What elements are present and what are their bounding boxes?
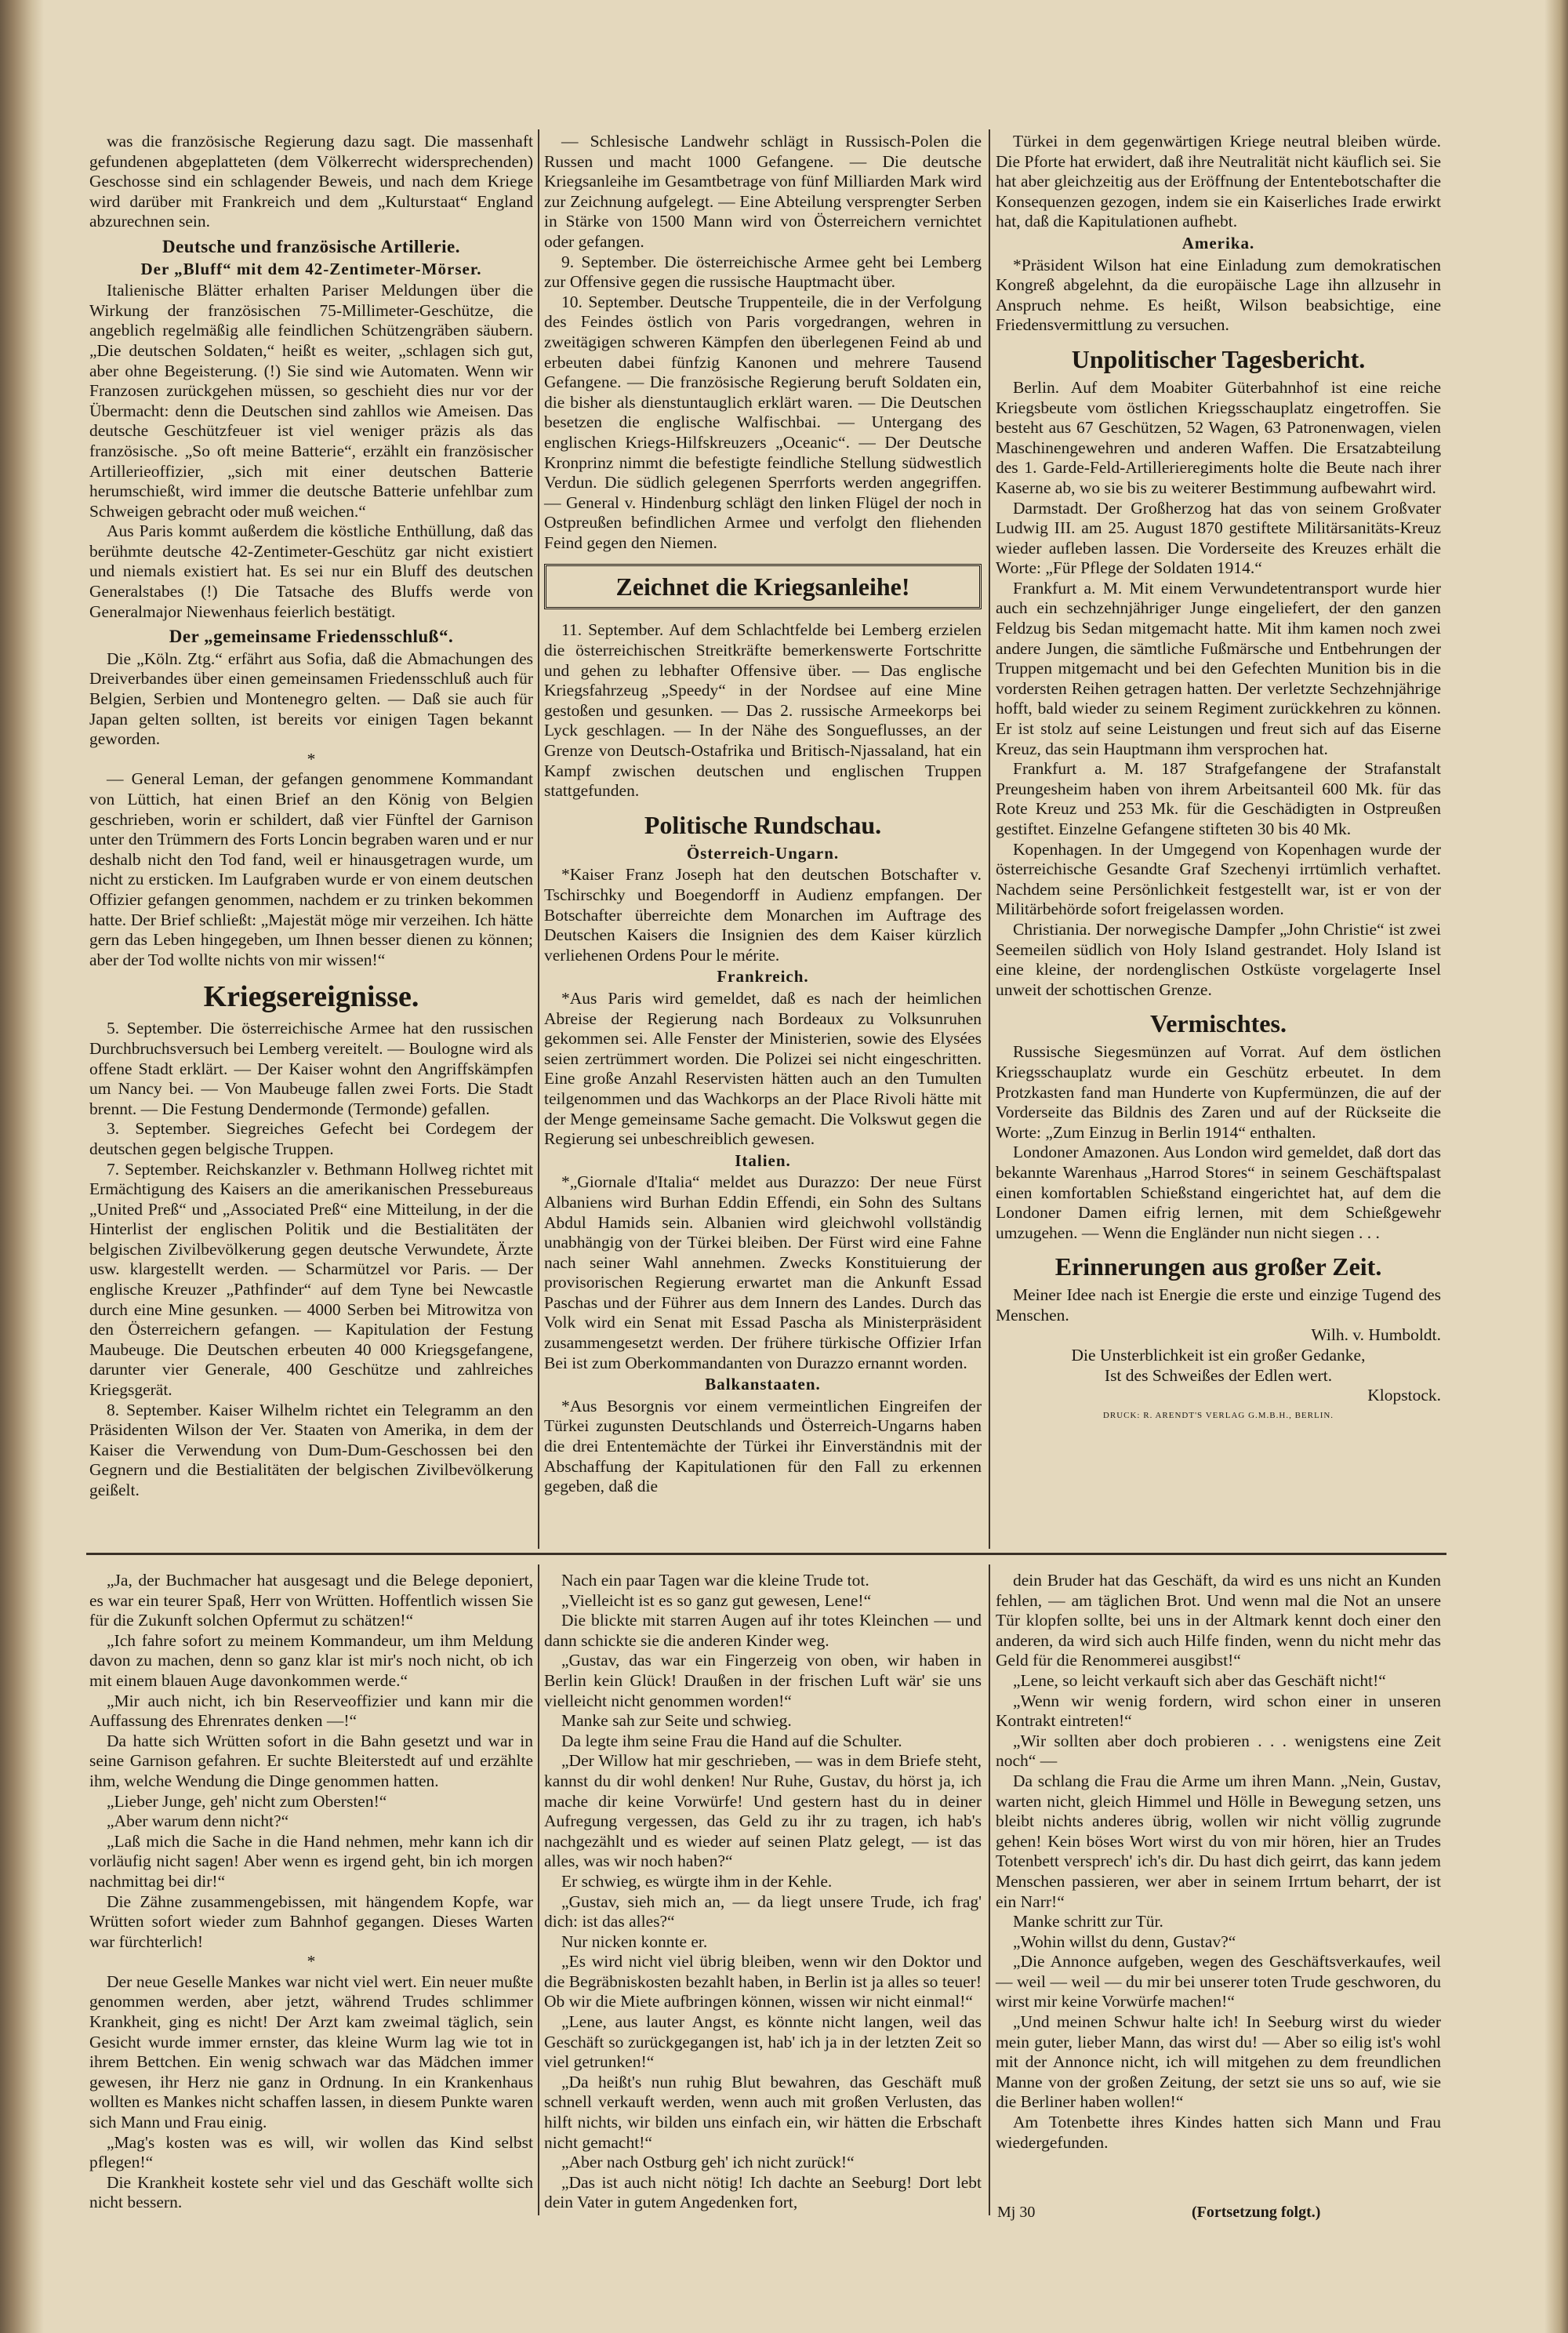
- paragraph: „Vielleicht ist es so ganz gut gewesen, Lene!“: [561, 1590, 872, 1610]
- paragraph: dein Bruder hat das Geschäft, da wird es uns nicht an Kunden fehlen, — am täglichen Brot. Und wenn mal die Not an unsere Tür klopfen sollte, bei uns in der Altmark kennt doch einer den anderen, da wird sich auch Hilfe finden, wenn du nicht mehr das Geld für die Renommerei ausgibst!“: [996, 1571, 1441, 1670]
- paragraph: Am Totenbette ihres Kindes hatten sich Mann und Frau wiedergefunden.: [996, 2113, 1441, 2152]
- section-headline: Unpolitischer Tagesbericht.: [1071, 344, 1366, 373]
- paragraph: Die blickte mit starren Augen auf ihr totes Kleinchen — und dann schickte sie die anderen Kinder weg.: [544, 1611, 982, 1650]
- paragraph: Nur nicken konnte er.: [561, 1931, 708, 1951]
- section-headline: Erinnerungen aus großer Zeit.: [1054, 1252, 1382, 1281]
- page-edge-right: [1544, 0, 1568, 2333]
- section-headline: Politische Rundschau.: [644, 810, 882, 839]
- subheading: Balkanstaaten.: [705, 1375, 821, 1394]
- paragraph: Darmstadt. Der Großherzog hat das von seinem Großvater Ludwig III. am 25. August 1870 gestiftete Militärsanitäts-Kreuz wieder aufleben lassen. Die Vorderseite des Kreuzes erhält die Worte: „Für Pflege der Soldaten 1914.“: [996, 498, 1441, 578]
- section-headline: Kriegsereignisse.: [203, 980, 419, 1014]
- serial-column-2: [544, 1571, 982, 2213]
- paragraph: Er schwieg, es würgte ihm in der Kehle.: [561, 1871, 833, 1891]
- paragraph: „Die Annonce aufgeben, wegen des Geschäftsverkaufes, weil — weil — weil — du mir bei unserer toten Trude geschworen, du wirst mir keine Vorwürfe machen!“: [996, 1952, 1441, 2011]
- paragraph: Frankfurt a. M. 187 Strafgefangene der Strafanstalt Preungesheim haben von ihrem Arbeitsanteil 600 Mk. für das Rote Kreuz und 253 Mk. für die Geschädigten in Ostpreußen gestiftet. Einzelne Gefangene stifteten 30 bis 40 Mk.: [996, 759, 1441, 838]
- paragraph: „Das ist auch nicht nötig! Ich dachte an Seeburg! Dort lebt dein Vater in gutem Angedenken fort,: [544, 2172, 982, 2212]
- paragraph: „Lene, so leicht verkauft sich aber das Geschäft nicht!“: [1013, 1670, 1386, 1690]
- paragraph: Christiania. Der norwegische Dampfer „John Christie“ ist zwei Seemeilen südlich von Holy Island gestrandet. Holy Island ist eine kleine, der nordenglischen Ostküste vorgelagerte Insel unweit der schottischen Grenze.: [996, 919, 1441, 999]
- subheading: Österreich-Ungarn.: [686, 843, 840, 863]
- subheading: Frankreich.: [717, 967, 809, 987]
- verse-line: Die Unsterblichkeit ist ein großer Gedanke,: [1071, 1346, 1366, 1365]
- paragraph: Meiner Idee nach ist Energie die erste und einzige Tugend des Menschen.: [996, 1285, 1441, 1325]
- paragraph: Manke sah zur Seite und schwieg.: [561, 1711, 792, 1731]
- paragraph: — Schlesische Landwehr schlägt in Russisch-Polen die Russen und macht 1000 Gefangene. — Die deutsche Kriegsanleihe im Gesamtbetrage von fünf Milliarden Mark wird zur Zeichnung aufgelegt. — Eine Abteilung versprengter Serben in Stärke von 1500 Mann wird von Österreichern vernichtet oder gefangen.: [544, 132, 982, 251]
- paragraph: Italienische Blätter erhalten Pariser Meldungen über die Wirkung der französischen 75-Millimeter-Geschütze, die angeblich regelmäßig alle feindlichen Schützengräben säubern. „Die deutschen Soldaten,“ heißt es weiter, „schlagen sich gut, aber ohne Begeisterung. (!) Sie sind wie Automaten. Wenn wir Franzosen zurückgehen müssen, so geschieht dies nur vor der Übermacht: denn die Deutschen sind zahllos wie Ameisen. Das deutsche Geschützfeuer ist viel weniger präzis als das französische. „So oft meine Batterie“, erzählt ein französischer Artillerieoffizier, „sich mit einer deutschen Batterie herumschießt, wird immer die deutsche Batterie unfehlbar zum Schweigen gebracht oder muß weichen.“: [89, 281, 533, 521]
- paragraph: Da legte ihm seine Frau die Hand auf die Schulter.: [561, 1731, 902, 1750]
- separator-asterisk: *: [307, 749, 316, 769]
- paragraph: „Laß mich die Sache in die Hand nehmen, mehr kann ich dir vorläufig nicht sagen! Aber wenn es irgend geht, bin ich morgen nachmittag bei dir!“: [89, 1831, 533, 1891]
- paragraph: „Lene, aus lauter Angst, es könnte nicht langen, weil das Geschäft so zurückgegangen ist, hab' ich ja in der letzten Zeit so viel getrunken!“: [544, 2012, 982, 2072]
- paragraph: *Kaiser Franz Joseph hat den deutschen Botschafter v. Tschirschky und Boegendorff in Audienz empfangen. Der Botschafter überreichte dem Monarchen im Auftrage des Deutschen Kaisers die Insignien des dem Kaiser kürzlich verliehenen Ordens Pour le mérite.: [544, 865, 982, 965]
- subheading: Italien.: [735, 1150, 791, 1170]
- paragraph: Da schlang die Frau die Arme um ihren Mann. „Nein, Gustav, warten nicht, gleich Himmel und Hölle in Bewegung setzen, uns bleibt nichts anderes übrig, wollen wir nicht völlig zugrunde gehen! Kein böses Wort wirst du von mir hören, hier an Trudes Totenbett versprech' ich's dir. Du hast dich geirrt, das kann jedem Menschen passieren, wer aber in seinem Irrtum beharrt, der ist ein Narr!“: [996, 1771, 1441, 1911]
- paragraph: Die „Köln. Ztg.“ erfährt aus Sofia, daß die Abmachungen des Dreiverbandes über einen gemeinsamen Friedensschluß auch für Belgien, Serbien und Montenegro gelten. — Daß sie auch für Japan gelten sollten, ist bereits vor einigen Tagen bekannt geworden.: [89, 649, 533, 749]
- column-rule: [989, 1564, 990, 2215]
- paragraph: Die Krankheit kostete sehr viel und das Geschäft wollte sich nicht bessern.: [89, 2172, 533, 2212]
- page-fold-left: [0, 0, 44, 2333]
- page-marker: Mj 30: [997, 2204, 1036, 2221]
- paragraph: „Aber warum denn nicht?“: [107, 1812, 289, 1831]
- paragraph: „Da heißt's nun ruhig Blut bewahren, das Geschäft muß schnell verkauft werden, wenn auch mit großen Verlusten, das hilft nichts, wir bilden uns einfach ein, wir hätten die Erbschaft nicht gemacht!“: [544, 2072, 982, 2152]
- paragraph: Frankfurt a. M. Mit einem Verwundetentransport wurde hier auch ein sechzehnjähriger Junge eingeliefert, der den ganzen Feldzug bis Sedan mitgemacht hatte. Mit ihm kamen noch zwei andere Jungen, die sämtliche Fußmärsche und Entbehrungen der Truppen mitgemacht und bei den Gefechten Munition bis in die vordersten Reihen getragen hatten. Der verletzte Sechzehnjährige hofft, bald wieder zu seinem Regiment zurückkehren zu können. Er ist stolz auf seine Leistungen und freut sich auf das Eiserne Kreuz, das sein Hauptmann ihm versprochen hat.: [996, 578, 1441, 758]
- paragraph: 7. September. Reichskanzler v. Bethmann Hollweg richtet mit Ermächtigung des Kaisers an die amerikanischen Pressebureaus „United Preß“ und „Associated Preß“ eine Mitteilung, in der die Hinterlist der englischen Politik und die Bestialitäten der belgischen Zivilbevölkerung gegen deutsche Verwundete, Ärzte usw. klargestellt werden. — Scharmützel vor Paris. — Der englische Kreuzer „Pathfinder“ auf dem Tyne bei Newcastle durch eine Mine gesunken. — 4000 Serben bei Mitrowitza von den Österreichern gefangen. — Kapitulation der Festung Maubeuge. Die Deutschen erbeuten 40 000 Kriegsgefangene, darunter vier Generale, 400 Geschütze und zahlreiches Kriegsgerät.: [89, 1159, 533, 1400]
- column-rule: [538, 1564, 539, 2215]
- paragraph: 3. September. Siegreiches Gefecht bei Cordegem der deutschen gegen belgische Truppen.: [89, 1119, 533, 1158]
- paragraph: Kopenhagen. In der Umgegend von Kopenhagen wurde der österreichische Gesandte Graf Szechenyi irrtümlich verhaftet. Nachdem seine Persönlichkeit festgestellt war, ist er von der Militärbehörde sofort freigelassen worden.: [996, 839, 1441, 919]
- paragraph: Manke schritt zur Tür.: [1013, 1912, 1163, 1931]
- paragraph: *Aus Paris wird gemeldet, daß es nach der heimlichen Abreise der Regierung nach Bordeaux zu Volksunruhen gekommen sei. Alle Fenster der Ministerien, sowie des Elysées seien zertrümmert worden. Die Polizei sei nicht eingeschritten. Eine große Anzahl Reservisten hätten auch an den Tumulten teilgenommen und das Wachkorps an der Place Rivoli hätte mit der Menge gemeinsame Sache gemacht. Die Volkswut gegen die Regierung sei unbeschreiblich gewesen.: [544, 988, 982, 1149]
- paragraph: „Gustav, das war ein Fingerzeig von oben, wir haben in Berlin kein Glück! Draußen in der frischen Luft wär' sie uns vielleicht nicht genommen worden!“: [544, 1651, 982, 1710]
- verse-line: Ist des Schweißes der Edlen wert.: [1104, 1365, 1333, 1385]
- paragraph: „Und meinen Schwur halte ich! In Seeburg wirst du wieder mein guter, lieber Mann, das wirst du! — Aber so eilig ist's wohl mit der Annonce nicht, ich will mitgehen zu dem freundlichen Manne von der großen Zeitung, der setzt sie uns so auf, wie sie die Berliner haben wollen!“: [996, 2012, 1441, 2112]
- paragraph: „Lieber Junge, geh' nicht zum Obersten!“: [107, 1791, 387, 1811]
- attribution: Klopstock.: [1367, 1386, 1441, 1405]
- paragraph: Türkei in dem gegenwärtigen Kriege neutral bleiben würde. Die Pforte hat erwidert, daß ihre Neutralität nicht käuflich sei. Sie hat aber gleichzeitig aus der Eröffnung der Ententebotschafter die Konsequenzen gezogen, indem sie ein Kaiserliches Irade erwirkt hat, daß die Kapitulationen aufhebt.: [996, 132, 1441, 231]
- subheading: Amerika.: [1181, 233, 1255, 253]
- section-divider: [86, 1553, 1446, 1555]
- column-rule: [538, 129, 539, 1549]
- serial-column-3: [996, 1571, 1441, 2153]
- boxed-slogan: Zeichnet die Kriegsanleihe!: [544, 564, 982, 609]
- paragraph: *„Giornale d'Italia“ meldet aus Durazzo: Der neue Fürst Albaniens wird Burhan Eddin Effendi, ein Sohn des Sultans Abdul Hamids sein. Albanien wird gleichwohl vollständig unabhängig von der Türkei bleiben. Der Fürst wird eine Fahne nach seiner Wahl annehmen. Zwecks Konstituierung der provisorischen Regierung erwartet man die Ankunft Essad Paschas und der Führer aus dem Innern des Landes. Durch das Volk wird ein Senat mit Essad Pascha als Ministerpräsident zusammengesetzt werden. Der frühere türkische Offizier Irfan Bei ist zum Oberkommandanten von Durazzo ernannt worden.: [544, 1172, 982, 1372]
- paragraph: Russische Siegesmünzen auf Vorrat. Auf dem östlichen Kriegsschauplatz wurde ein Geschütz erbeutet. In dem Protzkasten fand man Hunderte von Kupfermünzen, die auf der Vorderseite das Bildnis des Zaren und auf der Rückseite die Worte: „Zum Einzug in Berlin 1914“ enthalten.: [996, 1042, 1441, 1142]
- top-column-1: [89, 132, 533, 1501]
- paragraph: 5. September. Die österreichische Armee hat den russischen Durchbruchsversuch bei Lemberg vereitelt. — Boulogne wird als offene Stadt erklärt. — Der Kaiser wohnt den Angriffskämpfen um Nancy bei. — Von Maubeuge fallen zwei Forts. Die Stadt brennt. — Die Festung Dendermonde (Termonde) gefallen.: [89, 1019, 533, 1118]
- paragraph: „Mag's kosten was es will, wir wollen das Kind selbst pflegen!“: [89, 2132, 533, 2172]
- section-heading: Deutsche und französische Artillerie.: [162, 236, 461, 256]
- paragraph: „Aber nach Ostburg geh' ich nicht zurück!“: [561, 2153, 855, 2172]
- subheading: Der „Bluff“ mit dem 42-Zentimeter-Mörser.: [140, 259, 482, 278]
- section-headline: Vermischtes.: [1150, 1009, 1287, 1038]
- top-column-2: [544, 132, 982, 1497]
- paragraph: Berlin. Auf dem Moabiter Güterbahnhof ist eine reiche Kriegsbeute vom östlichen Kriegsschauplatz eingetroffen. Sie besteht aus 67 Geschützen, 52 Wagen, 63 Patronenwagen, vielen Maschinengewehren und anderen Waffen. Die Ersatzabteilung des 1. Garde-Feld-Artillerieregiments holte die Beute nach ihrer Kaserne ab, wo sie bis zu weiterer Bestimmung aufbewahrt wird.: [996, 377, 1441, 497]
- paragraph: Aus Paris kommt außerdem die köstliche Enthüllung, daß das berühmte deutsche 42-Zentimeter-Geschütz gar nicht existiert und niemals existiert hat. Es sei nur ein Bluff des deutschen Generalstabes (!) Die Tatsache des Bluffs werde von Generalmajor Niewenhaus feierlich bestätigt.: [89, 521, 533, 621]
- paragraph: „Der Willow hat mir geschrieben, — was in dem Briefe steht, kannst du dir wohl denken! Nur Ruhe, Gustav, du hörst ja, ich mache dir keine Vorwürfe! Und gestern hast du in deiner Aufregung vergessen, das Geld zu ihr zu tragen, ich hab's nachgezählt und es wieder auf seinen Platz gelegt, — ist das alles, was wir noch haben?“: [544, 1751, 982, 1871]
- paragraph: „Mir auch nicht, ich bin Reserveoffizier und kann mir die Auffassung des Ehrenrates denken —!“: [89, 1691, 533, 1731]
- paragraph: 8. September. Kaiser Wilhelm richtet ein Telegramm an den Präsidenten Wilson der Ver. Staaten von Amerika, in dem der Kaiser die Verwendung von Dum-Dum-Geschossen bei den Gegnern und die Bestialitäten der belgischen Zivilbevölkerung geißelt.: [89, 1400, 533, 1499]
- paragraph: „Wir sollten aber doch probieren . . . wenigstens eine Zeit noch“ —: [996, 1731, 1441, 1771]
- paragraph: Der neue Geselle Mankes war nicht viel wert. Ein neuer mußte genommen werden, aber jetzt, während Trudes schlimmer Krankheit, ging es nicht! Der Arzt kam zweimal täglich, sein Gesicht wurde immer ernster, das kleine Wurm lag wie tot in ihrem Bettchen. Ein wenig schwach war das Mädchen immer gewesen, ihr Herz nie ganz in Ordnung. In ein Krankenhaus wollten es Mankes nicht schaffen lassen, in diesem Punkte waren sich Mann und Frau einig.: [89, 1971, 533, 2132]
- top-column-3: [996, 132, 1441, 1426]
- paragraph: 11. September. Auf dem Schlachtfelde bei Lemberg erzielen die österreichischen Streitkräfte bemerkenswerte Fortschritte und gehen zu lebhafter Offensive über. — Das englische Kriegsfahrzeug „Speedy“ in der Nordsee auf eine Mine gestoßen und gesunken. — Das 2. russische Armeekorps bei Lyck geschlagen. — In der Nähe des Songueflusses, an der Grenze von Deutsch-Ostafrika und Britisch-Njassaland, hat ein Kampf zwischen deutschen und englischen Truppen stattgefunden.: [544, 620, 982, 801]
- paragraph: — General Leman, der gefangen genommene Kommandant von Lüttich, hat einen Brief an den König von Belgien geschrieben, worin er schildert, daß vier Fünftel der Garnison unter den Trümmern des Forts Loncin begraben waren und er nur deshalb nicht den Tod fand, weil er hinausgetragen wurde, um nicht zu ersticken. Im Laufgraben wurde er von einem deutschen Offizier gefangen genommen, nachdem er zu trinken bekommen hatte. Der Brief schließt: „Majestät möge mir verzeihen. Ich hätte gern das Leben hingegeben, um Ihnen besser dienen zu können; aber der Tod wollte nichts von mir wissen!“: [89, 769, 533, 969]
- paragraph: Nach ein paar Tagen war die kleine Trude tot.: [561, 1571, 869, 1590]
- paragraph: „Gustav, sieh mich an, — da liegt unsere Trude, ich frag' dich: ist das alles?“: [544, 1891, 982, 1931]
- serial-column-1: [89, 1571, 533, 2213]
- paragraph: 9. September. Die österreichische Armee geht bei Lemberg zur Offensive gegen die russische Hauptmacht über.: [544, 252, 982, 292]
- paragraph: *Aus Besorgnis vor einem vermeintlichen Eingreifen der Türkei zugunsten Deutschlands und Österreich-Ungarns haben die drei Ententemächte der Türkei ihr Einverständnis mit der Abschaffung der Kapitulationen für den Fall zu erkennen gegeben, daß die: [544, 1396, 982, 1496]
- paragraph: „Wohin willst du denn, Gustav?“: [1013, 1931, 1236, 1951]
- paragraph: „Es wird nicht viel übrig bleiben, wenn wir den Doktor und die Begräbniskosten bezahlt haben, in Berlin ist ja alles so teuer! Ob wir die Miete aufbringen können, wissen wir nicht einmal!“: [544, 1952, 982, 2011]
- separator-asterisk: *: [307, 1952, 316, 1971]
- printer-imprint: DRUCK: R. ARENDT'S VERLAG G.M.B.H., BERLIN.: [1102, 1410, 1334, 1420]
- continuation-note: (Fortsetzung folgt.): [1192, 2204, 1321, 2221]
- section-heading: Der „gemeinsame Friedensschluß“.: [169, 627, 454, 647]
- paragraph: was die französische Regierung dazu sagt. Die massenhaft gefundenen abgeplatteten (dem Völkerrecht widersprechenden) Geschosse sind ein schlagender Beweis, und nach dem Kriege wird darüber mit Frankreich und dem „Kulturstaat“ England abzurechnen sein.: [89, 132, 533, 231]
- paragraph: Die Zähne zusammengebissen, mit hängendem Kopfe, war Wrütten sofort wieder zum Bahnhof gegangen. Dieses Warten war fürchterlich!: [89, 1891, 533, 1951]
- paragraph: Da hatte sich Wrütten sofort in die Bahn gesetzt und war in seine Garnison gefahren. Er suchte Bleiterstedt auf und erzählte ihm, welche Wendung die Dinge genommen hatten.: [89, 1731, 533, 1790]
- paragraph: „Wenn wir wenig fordern, wird schon einer in unseren Kontrakt eintreten!“: [996, 1691, 1441, 1731]
- column-rule: [989, 129, 990, 1549]
- attribution: Wilh. v. Humboldt.: [1311, 1325, 1441, 1345]
- paragraph: 10. September. Deutsche Truppenteile, die in der Verfolgung des Feindes östlich von Paris vorgedrangen, wehren in zweitägigen schweren Kämpfen den überlegenen Feind ab und erbeuten dabei fünfzig Kanonen und mehrere Tausend Gefangene. — Die französische Regierung beruft Soldaten ein, die bisher als dienstuntauglich erklärt waren. — Die Deutschen besetzen die englische Walfischbai. — Untergang des englischen Kriegs-Hilfskreuzers „Oceanic“. — Der Deutsche Kronprinz nimmt die befestigte feindliche Stellung südwestlich Verdun. Die südlich gelegenen Sperrforts werden angegriffen. — General v. Hindenburg schlägt den linken Flügel der noch in Ostpreußen befindlichen Armee und verfolgt den fliehenden Feind gegen den Niemen.: [544, 292, 982, 552]
- paragraph: Londoner Amazonen. Aus London wird gemeldet, daß dort das bekannte Warenhaus „Harrod Stores“ in seinem Geschäftspalast einen komfortablen Schießstand eingerichtet hat, auf dem die Londoner Damen eifrig lernen, mit dem Schießgewehr umzugehen. — Wenn die Engländer nun nicht siegen . . .: [996, 1143, 1441, 1242]
- paragraph: „Ja, der Buchmacher hat ausgesagt und die Belege deponiert, es war ein teurer Spaß, Herr von Wrütten. Hoffentlich wissen Sie für die Zukunft solchen Opfermut zu schätzen!“: [89, 1571, 533, 1630]
- paragraph: *Präsident Wilson hat eine Einladung zum demokratischen Kongreß abgelehnt, da die europäische Lage ihn allzusehr in Anspruch nehme. Es heißt, Wilson beabsichtige, eine Friedensvermittlung zu versuchen.: [996, 255, 1441, 335]
- paragraph: „Ich fahre sofort zu meinem Kommandeur, um ihm Meldung davon zu machen, denn so ganz klar ist mir's noch nicht, ob ich mit einem blauen Auge davonkommen werde.“: [89, 1630, 533, 1690]
